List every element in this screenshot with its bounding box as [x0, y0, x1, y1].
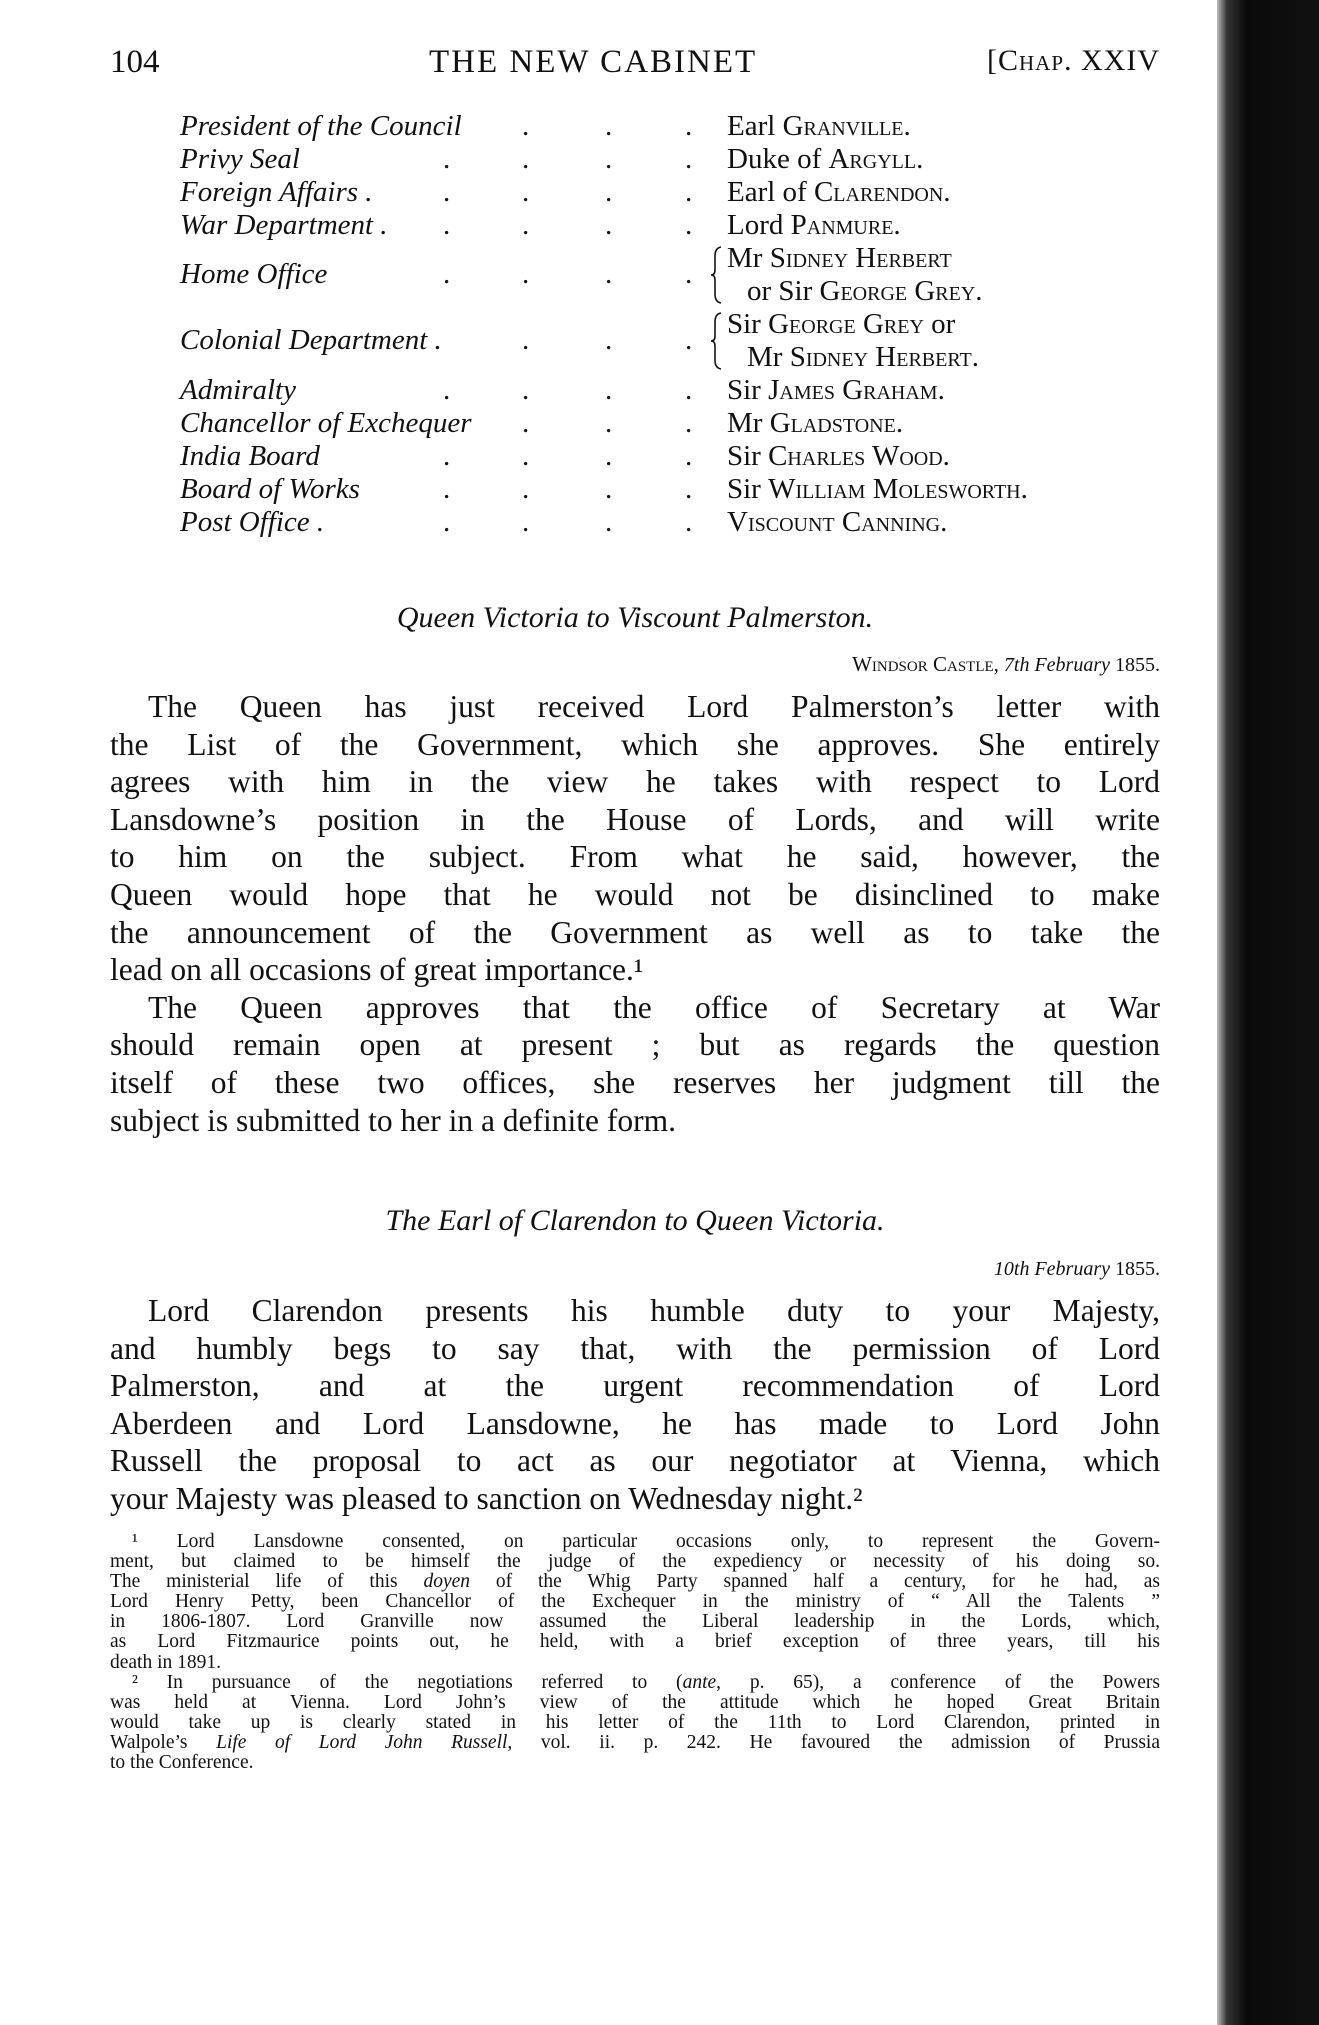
footnote-text: ment, but claimed to be himself the judge of the expediency or necessity of his doing so. — [110, 1551, 1160, 1573]
leader-dot: . — [685, 176, 693, 208]
leader-dot: . — [522, 506, 530, 538]
leader-dot: . — [685, 324, 693, 356]
letter-dateline — [994, 1257, 1160, 1281]
leader-dot: . — [685, 407, 693, 439]
chapter-label: [Chap. XXIV — [987, 44, 1160, 77]
brace-icon — [710, 246, 722, 304]
footnote-text: of the Whig Party spanned half a century, for he had, as — [470, 1571, 1160, 1593]
leader-dot: . — [522, 473, 530, 505]
holder-prefix: Earl of — [727, 176, 807, 208]
leader-dot: . — [522, 407, 530, 439]
footnote-text: , p. 65), a conference of the Powers — [716, 1671, 1160, 1693]
leader-dot: . — [605, 258, 613, 290]
leader-dot: . — [522, 110, 530, 142]
text-line: agrees with him in the view he takes with respect to Lord — [110, 764, 1160, 800]
text-line: and humbly begs to say that, with the permission of Lord — [110, 1330, 1160, 1366]
holder-name: Argyll. — [828, 143, 924, 175]
leader-dot: . — [605, 506, 613, 538]
footnote-text: in 1806-1807. Lord Granville now assumed the Liberal leadership in the Lords, which, — [110, 1611, 1160, 1633]
text-line: The Queen approves that the office of Secretary at War — [148, 989, 1160, 1025]
office-name: President of the Council — [180, 110, 462, 142]
footnote-italic: doyen — [423, 1571, 471, 1593]
holder-name: Viscount Canning. — [727, 506, 948, 538]
office-holder — [727, 242, 952, 275]
holder-name: Clarendon. — [813, 176, 951, 208]
leader-dot: . — [522, 176, 530, 208]
text-line: the announcement of the Government as well as to take the — [110, 914, 1160, 950]
scanned-page-edge — [1217, 0, 1319, 2025]
leader-dot: . — [522, 143, 530, 175]
leader-dot: . — [522, 324, 530, 356]
office-holder — [727, 209, 901, 242]
leader-dot: . — [605, 324, 613, 356]
holder-prefix: Mr — [747, 341, 783, 373]
office-name: Board of Works — [180, 473, 360, 505]
office-holder — [727, 110, 911, 143]
office-holder — [727, 440, 950, 473]
leader-dot: . — [522, 258, 530, 290]
holder-name: Granville. — [782, 110, 911, 142]
cabinet-row — [180, 473, 1160, 506]
letter-body — [110, 688, 1160, 1139]
text-line: Palmerston, and at the urgent recommendation of Lord — [110, 1368, 1160, 1404]
office-holder — [747, 275, 983, 308]
footnote-text: to the Conference. — [110, 1752, 254, 1774]
cabinet-row — [180, 143, 1160, 176]
footnote-text: ² In pursuance of the negotiations referred to ( — [132, 1671, 683, 1693]
holder-name: Gladstone. — [769, 407, 904, 439]
leader-dot: . — [443, 143, 451, 175]
footnote-line — [110, 1612, 1160, 1632]
footnote-line — [110, 1653, 1160, 1673]
text-line: Queen would hope that he would not be disinclined to make — [110, 876, 1160, 912]
date: 10th February — [993, 1258, 1110, 1280]
holder-name: James Graham. — [768, 374, 945, 406]
leader-dot: . — [522, 440, 530, 472]
holder-prefix: Duke of — [727, 143, 822, 175]
leader-dot: . — [443, 374, 451, 406]
text-line: lead on all occasions of great importance.¹ — [110, 952, 644, 988]
footnote-line — [110, 1552, 1160, 1572]
leader-dot: . — [685, 440, 693, 472]
footnote-line — [110, 1733, 1160, 1753]
footnote-italic: ante — [682, 1671, 717, 1693]
leader-dot: . — [443, 506, 451, 538]
leader-dot: . — [605, 110, 613, 142]
leader-dot: . — [685, 374, 693, 406]
letter-heading: The Earl of Clarendon to Queen Victoria. — [385, 1204, 885, 1237]
office-holder — [727, 308, 955, 341]
footnote-line — [110, 1572, 1160, 1592]
holder-name: Sidney Herbert — [769, 242, 952, 274]
leader-dot: . — [605, 440, 613, 472]
holder-name: Charles Wood. — [768, 440, 950, 472]
leader-dot: . — [605, 143, 613, 175]
holder-prefix: Sir — [727, 440, 761, 472]
footnote-text: The ministerial life of this — [110, 1571, 424, 1593]
footnote-line — [110, 1693, 1160, 1713]
text-line: should remain open at present ; but as regards the question — [110, 1027, 1160, 1063]
holder-prefix: Mr — [727, 242, 763, 274]
footnote-text: ¹ Lord Lansdowne consented, on particular occasions only, to represent the Govern- — [132, 1531, 1160, 1552]
footnote-line — [110, 1673, 1160, 1693]
office-name: Post Office . — [180, 506, 325, 538]
leader-dot: . — [443, 209, 451, 241]
holder-name: William Molesworth. — [768, 473, 1028, 505]
cabinet-row — [180, 440, 1160, 473]
letter-dateline — [852, 652, 1160, 677]
page-number: 104 — [110, 44, 160, 80]
office-holder — [727, 176, 951, 209]
footnote-line — [110, 1753, 1160, 1773]
footnote-text: was held at Vienna. Lord John’s view of the attitude which he hoped Great Britain — [110, 1691, 1160, 1713]
year: 1855. — [1115, 1258, 1160, 1280]
office-holder — [747, 341, 979, 374]
text-line: subject is submitted to her in a definite form. — [110, 1102, 677, 1138]
office-name: Privy Seal — [180, 143, 300, 175]
leader-dot: . — [443, 473, 451, 505]
holder-name: George Grey. — [819, 275, 983, 307]
office-holder — [727, 407, 903, 440]
cabinet-row — [180, 407, 1160, 440]
text-line: your Majesty was pleased to sanction on Wednesday night.² — [110, 1480, 863, 1516]
leader-dot: . — [685, 258, 693, 290]
letter-body — [110, 1292, 1160, 1518]
office-name: Foreign Affairs . — [180, 176, 373, 208]
footnote-text: Lord Henry Petty, been Chancellor of the Exchequer in the ministry of “ All the Talents ” — [110, 1591, 1160, 1613]
leader-dot: . — [605, 374, 613, 406]
office-holder — [727, 143, 923, 176]
holder-prefix: Lord — [727, 209, 784, 241]
leader-dot: . — [685, 209, 693, 241]
letter-heading: Queen Victoria to Viscount Palmerston. — [396, 601, 874, 634]
cabinet-row — [180, 506, 1160, 539]
leader-dot: . — [685, 143, 693, 175]
leader-dot: . — [522, 209, 530, 241]
date: 7th February — [1003, 654, 1110, 676]
holder-name: Sidney Herbert. — [789, 341, 979, 373]
leader-dot: . — [685, 473, 693, 505]
leader-dot: . — [685, 110, 693, 142]
text-line: Lansdowne’s position in the House of Lords, and will write — [110, 801, 1160, 837]
holder-prefix: Sir — [727, 374, 761, 406]
leader-dot: . — [605, 407, 613, 439]
footnote-text: Walpole’s — [110, 1731, 217, 1753]
text-line: Aberdeen and Lord Lansdowne, he has made to Lord John — [110, 1405, 1160, 1441]
place: Windsor Castle, — [852, 652, 999, 676]
footnote-italic: Life of Lord John Russell — [216, 1731, 508, 1753]
footnote-line — [110, 1713, 1160, 1733]
footnotes — [110, 1532, 1160, 1773]
running-header — [110, 44, 1160, 84]
footnote-text: death in 1891. — [110, 1651, 222, 1673]
running-title: THE NEW CABINET — [429, 44, 758, 80]
leader-dot: . — [605, 176, 613, 208]
holder-prefix: Sir — [727, 473, 761, 505]
footnote-text: would take up is clearly stated in his letter of the 11th to Lord Clarendon, printed in — [110, 1711, 1160, 1733]
office-holder — [727, 374, 945, 407]
leader-dot: . — [685, 506, 693, 538]
cabinet-row — [180, 110, 1160, 143]
leader-dot: . — [443, 176, 451, 208]
brace-icon — [710, 312, 722, 370]
holder-suffix: or — [931, 308, 956, 340]
footnote-text: as Lord Fitzmaurice points out, he held, with a brief exception of three years, till his — [110, 1631, 1160, 1653]
holder-prefix: Earl — [727, 110, 776, 142]
footnote-line — [110, 1532, 1160, 1552]
text-line: itself of these two offices, she reserves her judgment till the — [110, 1064, 1160, 1100]
office-holder — [727, 473, 1028, 506]
text-line: Russell the proposal to act as our negotiator at Vienna, which — [110, 1443, 1160, 1479]
leader-dot: . — [443, 440, 451, 472]
text-line: Lord Clarendon presents his humble duty to your Majesty, — [148, 1293, 1160, 1328]
holder-name: Panmure. — [790, 209, 901, 241]
cabinet-row — [180, 209, 1160, 242]
office-name: War Department . — [180, 209, 388, 241]
office-name: Admiralty — [180, 374, 296, 406]
office-name: Colonial Department . — [180, 324, 442, 356]
holder-prefix: Mr — [727, 407, 763, 439]
cabinet-list — [180, 110, 1160, 539]
footnote-line — [110, 1632, 1160, 1652]
office-name: India Board — [180, 440, 320, 472]
leader-dot: . — [605, 473, 613, 505]
footnote-line — [110, 1592, 1160, 1612]
leader-dot: . — [605, 209, 613, 241]
cabinet-row — [180, 374, 1160, 407]
leader-dot: . — [443, 258, 451, 290]
holder-prefix: or Sir — [747, 275, 813, 307]
footnote-text: , vol. ii. p. 242. He favoured the admission of Prussia — [507, 1731, 1161, 1753]
text-line: to him on the subject. From what he said, however, the — [110, 839, 1160, 875]
office-name: Home Office — [180, 258, 328, 290]
office-holder — [727, 506, 947, 539]
text-line: The Queen has just received Lord Palmerston’s letter with — [148, 689, 1160, 724]
cabinet-row — [180, 308, 1160, 374]
holder-name: George Grey — [768, 308, 924, 340]
office-name: Chancellor of Exchequer — [180, 407, 472, 439]
holder-prefix: Sir — [727, 308, 761, 340]
cabinet-row — [180, 242, 1160, 308]
leader-dot: . — [522, 374, 530, 406]
year: 1855. — [1115, 654, 1160, 676]
cabinet-row — [180, 176, 1160, 209]
text-line: the List of the Government, which she approves. She entirely — [110, 726, 1160, 762]
